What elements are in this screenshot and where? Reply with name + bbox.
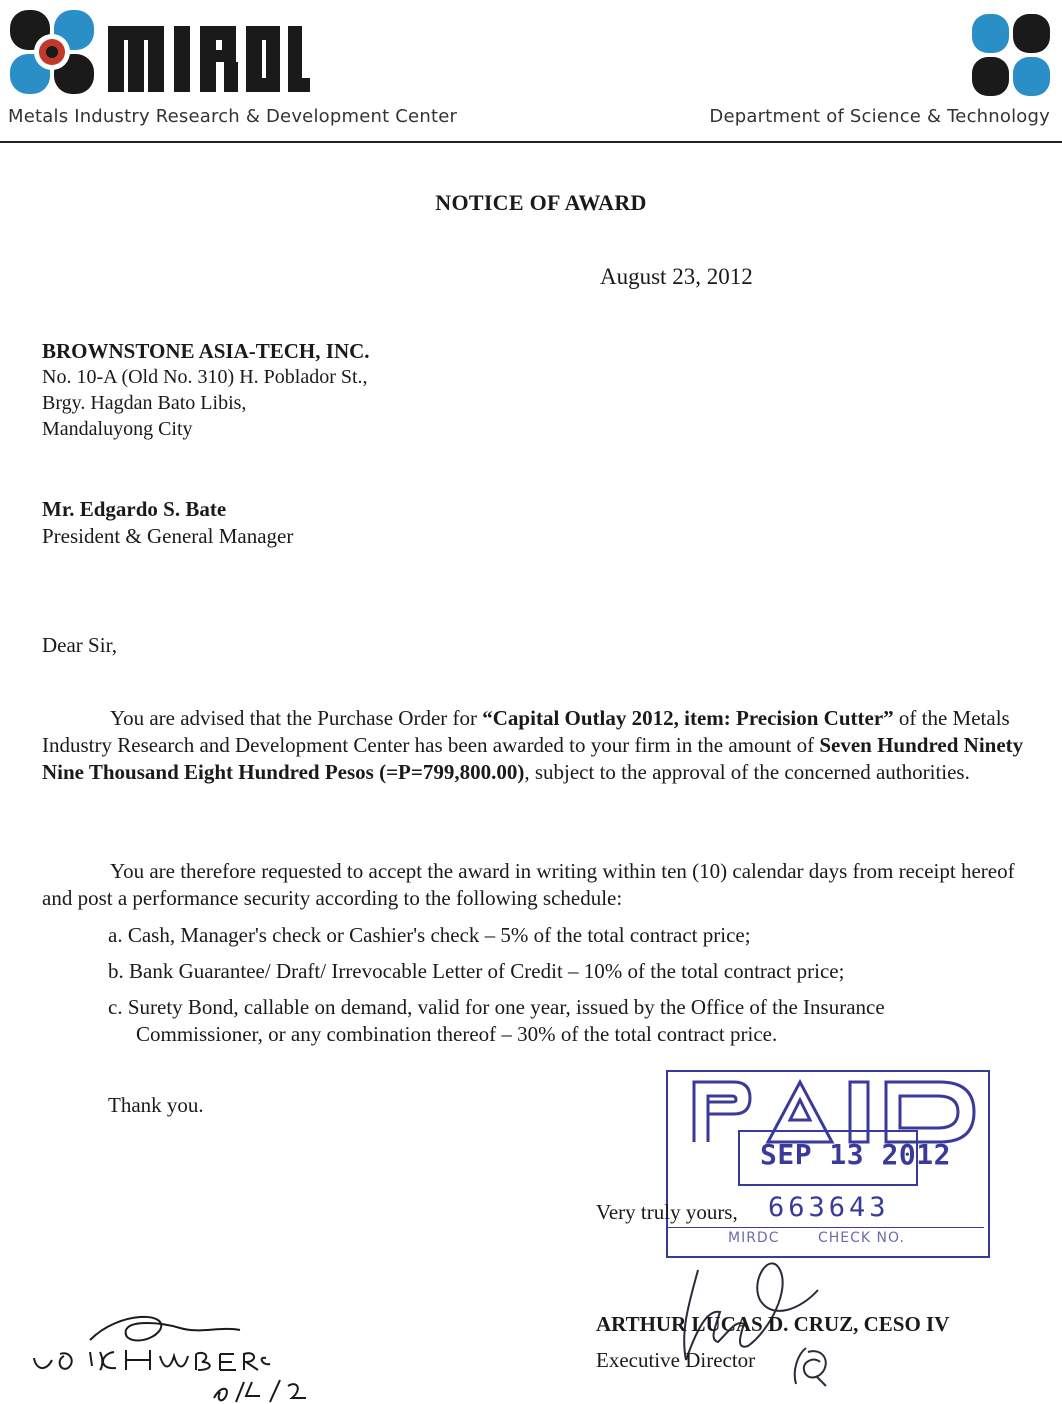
para1-text: You are advised that the Purchase Order for: [110, 706, 483, 730]
recipient-address: [42, 338, 370, 442]
mirdc-logo: [10, 8, 310, 98]
document-title: NOTICE OF AWARD: [435, 190, 647, 215]
signatory-name: ARTHUR LUCAS D. CRUZ, CESO IV: [596, 1312, 950, 1336]
paid-word: PAID: [690, 1076, 693, 1077]
stamp-footer-right: CHECK NO.: [818, 1230, 905, 1246]
schedule-item: b. Bank Guarantee/ Draft/ Irrevocable Letter of Credit – 10% of the total contract price;: [108, 959, 845, 983]
para1-text: of the Metals Industry Research and Development Center has been awarded to your firm in the amount of: [42, 706, 1010, 757]
addressee-block: [42, 496, 293, 550]
address-line: Mandaluyong City: [42, 418, 193, 440]
thanks: Thank you.: [108, 1093, 204, 1117]
org-name-right: Department of Science & Technology: [709, 106, 1050, 127]
schedule-item: [108, 994, 1028, 1048]
para2-text: You are therefore requested to accept the award in writing within ten (10) calendar days from receipt hereof and post a performance security according to the following schedule:: [42, 859, 1015, 910]
schedule-item-line: c. Surety Bond, callable on demand, valid for one year, issued by the Office of the Insurance: [108, 995, 885, 1019]
dost-emblem-icon: [10, 10, 94, 94]
stamp-check-number: 663643: [768, 1192, 890, 1223]
dost-logo: [972, 14, 1050, 96]
initials-mark: [786, 1340, 836, 1390]
closing: Very truly yours,: [596, 1200, 738, 1224]
salutation: Dear Sir,: [42, 633, 117, 657]
stamp-footer-left: MIRDC: [728, 1230, 780, 1246]
letter-date: August 23, 2012: [600, 264, 753, 289]
body-paragraph-1: [42, 705, 1032, 786]
para1-item: “Capital Outlay 2012, item: Precision Cutter”: [482, 706, 894, 730]
receiver-signature: [30, 1300, 350, 1404]
addressee-position: President & General Manager: [42, 524, 294, 548]
address-line: Brgy. Hagdan Bato Libis,: [42, 392, 247, 414]
stamp-divider: [668, 1227, 984, 1228]
schedule-item-line: Commissioner, or any combination thereof – 30% of the total contract price.: [136, 1022, 778, 1046]
address-line: No. 10-A (Old No. 310) H. Poblador St.,: [42, 366, 368, 388]
para1-text: , subject to the approval of the concerned authorities.: [524, 760, 970, 784]
schedule-item: a. Cash, Manager's check or Cashier's check – 5% of the total contract price;: [108, 923, 751, 947]
signatory-title: Executive Director: [596, 1348, 756, 1372]
addressee-name: Mr. Edgardo S. Bate: [42, 497, 227, 521]
para1-amount: Seven Hundred Ninety Nine Thousand Eight Hundred Pesos (=P=799,800.00): [42, 733, 1024, 784]
body-paragraph-2: [42, 858, 1032, 912]
recipient-company: BROWNSTONE ASIA-TECH, INC.: [42, 339, 370, 363]
header-divider: [0, 141, 1062, 143]
stamp-date: SEP 13 2012: [760, 1138, 951, 1171]
org-name-left: Metals Industry Research & Development Center: [8, 106, 458, 127]
security-schedule: [108, 922, 1028, 1048]
